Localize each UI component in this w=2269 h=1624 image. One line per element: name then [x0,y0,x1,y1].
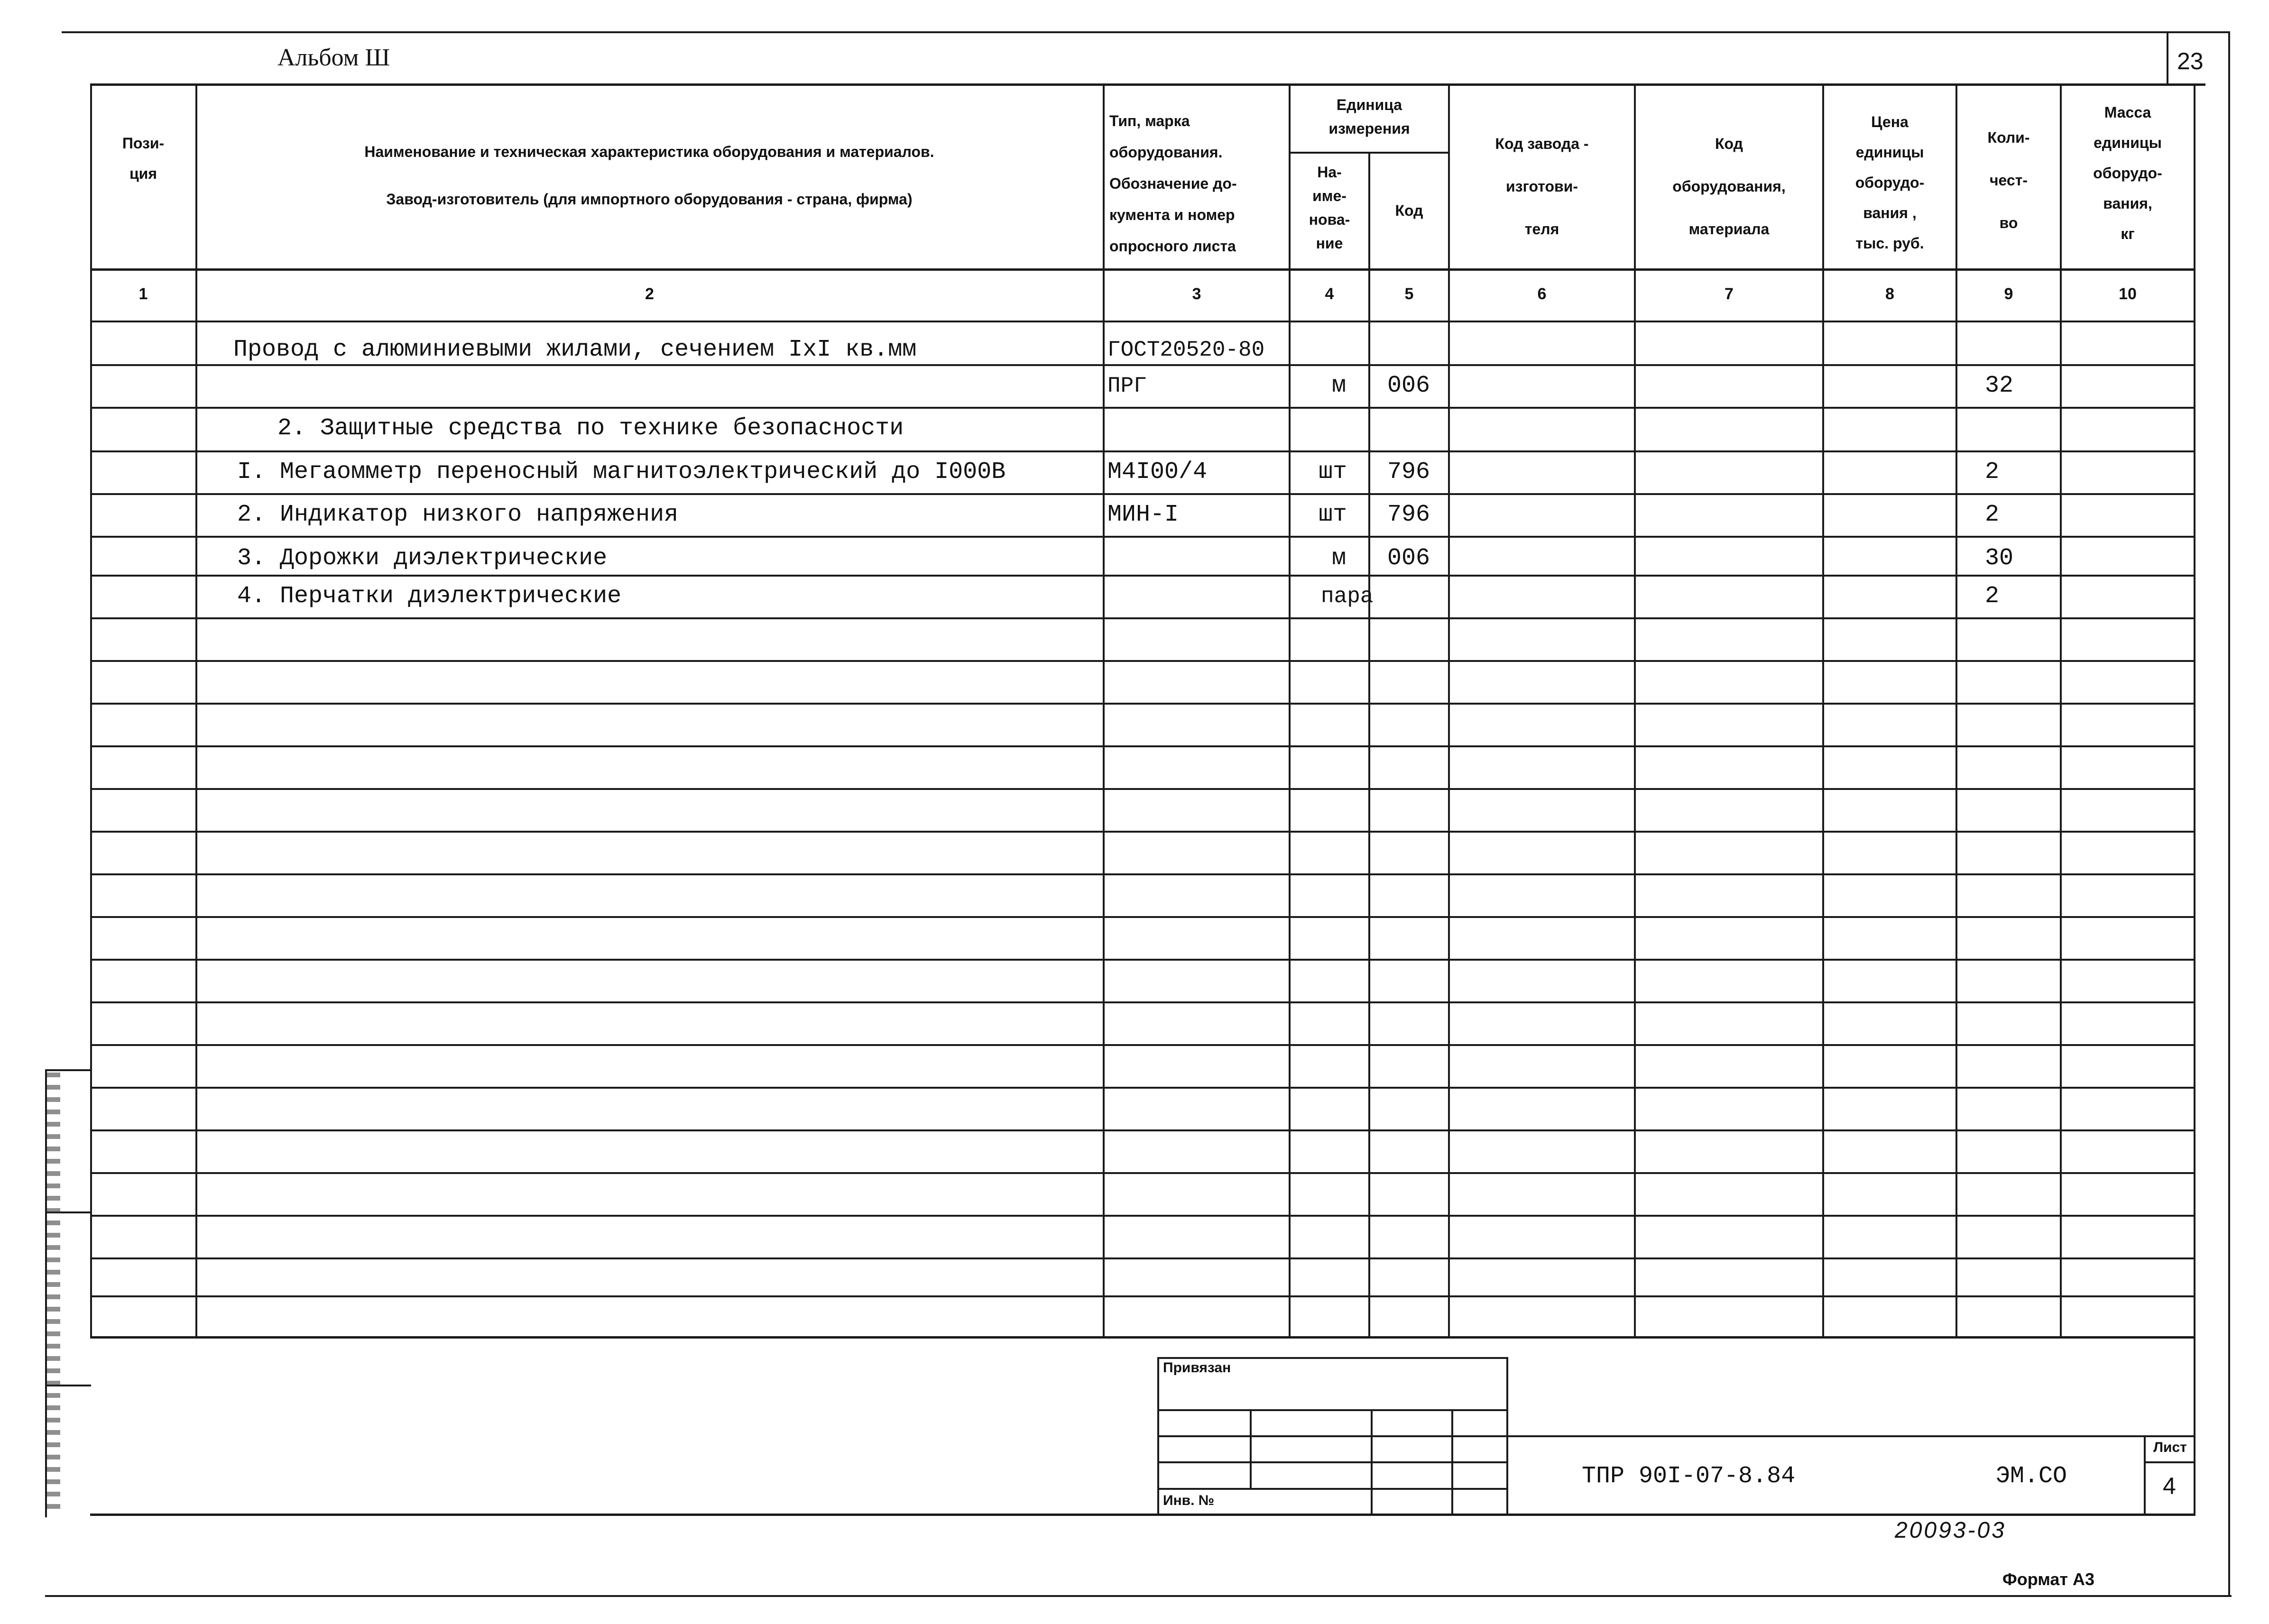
privyazan-grid-col [1371,1409,1373,1514]
col-line-2-3 [1103,83,1105,1338]
archive-number: 20093-03 [1895,1518,2006,1543]
col1-header: Пози- ция [122,135,165,182]
row-line [90,788,2195,790]
sheet-number: 4 [2163,1473,2176,1499]
col-line-1-2 [195,83,197,1338]
col-line-3-4 [1289,83,1291,1338]
row-name: 2. Индикатор низкого напряжения [237,501,679,528]
table-right-line [2194,83,2195,1514]
row-qty: 30 [1985,545,2014,572]
col-number: 8 [1885,285,1894,303]
row-code: 796 [1387,459,1430,486]
table-row [0,537,2269,580]
stamp-strip-fill [47,1073,60,1514]
title-block-bottom-line [90,1514,2195,1516]
col-number: 7 [1725,285,1734,303]
header-bottom-line [90,268,2195,271]
right-border-line [2228,31,2230,1596]
document-code: ТПР 90I-07-8.84 [1582,1463,1796,1490]
col9-header: Коли- чест- во [1987,129,2030,231]
col-line-8-9 [1955,83,1957,1338]
row-qty: 32 [1985,372,2014,399]
row-line [90,703,2195,705]
table-row [0,493,2269,537]
section-code: ЭМ.СО [1996,1463,2067,1490]
row-line [90,1295,2195,1297]
privyazan-label: Привязан [1163,1360,1231,1376]
row-type: ГОСТ20520-80 [1107,338,1265,362]
row-line [90,873,2195,875]
row-name: 2. Защитные средства по технике безопасности [277,415,904,442]
col10-header: Масса единицы оборудо- вания, кг [2093,104,2162,242]
col-number: 3 [1192,285,1201,303]
row-name: 3. Дорожки диэлектрические [237,545,608,572]
row-line [90,959,2195,961]
privyazan-grid-line [1157,1409,1508,1411]
row-name: 4. Перчатки диэлектрические [237,583,622,610]
col2-header: Наименование и техническая характеристика оборудования и материалов. Завод-изготовитель (для импортного оборудования - страна, фирма) [364,143,934,208]
inv-number-label: Инв. № [1163,1493,1215,1508]
table-body-bottom-line [90,1336,2195,1339]
col-number: 2 [645,285,654,303]
table-top-line [90,83,2205,86]
table-row [0,407,2269,450]
col-number: 4 [1325,285,1334,303]
top-border-line [62,31,2229,33]
col3-header: Тип, марка оборудования. Обозначение до- кумента и номер опросного листа [1109,112,1237,255]
row-line [90,1087,2195,1089]
row-line [90,831,2195,833]
row-code: 796 [1387,501,1430,528]
row-line [90,745,2195,747]
col7-header: Код оборудования, материала [1672,135,1786,238]
row-line [90,660,2195,662]
row-unit: шт [1319,459,1347,486]
col6-header: Код завода - изготови- теля [1495,135,1589,238]
row-line [90,1129,2195,1131]
table-row [0,575,2269,618]
page-number-box-left [2167,31,2168,84]
row-line [90,916,2195,918]
privyazan-grid-line [1157,1461,1508,1463]
row-unit: м [1332,372,1347,399]
bottom-border-line [45,1595,2232,1597]
row-code: 006 [1387,545,1430,572]
row-unit: м [1332,545,1347,572]
stamp-strip-line [45,1069,91,1071]
privyazan-box-top [1157,1357,1508,1359]
row-line [90,1001,2195,1003]
col4-header: На- име- нова- ние [1309,164,1350,252]
col-line-7-8 [1822,83,1824,1338]
row-name: I. Мегаомметр переносный магнитоэлектрический до I000В [237,459,1006,486]
table-left-line [90,83,92,1338]
unit-group-header: Единица измерения [1328,96,1410,137]
privyazan-grid-col [1250,1409,1252,1490]
row-qty: 2 [1985,459,2000,486]
sheet-separator-line [1506,1435,2194,1437]
unit-group-divider [1289,152,1450,154]
col-line-6-7 [1634,83,1636,1338]
col-number: 10 [2119,285,2137,303]
col5-header: Код [1395,202,1423,219]
privyazan-grid-col [1451,1409,1453,1514]
row-type: М4I00/4 [1107,459,1208,486]
row-type: МИН-I [1107,501,1179,528]
col-line-9-10 [2060,83,2062,1338]
page-number: 23 [2177,48,2204,74]
row-unit: пара [1321,584,1374,609]
row-code: 006 [1387,372,1430,399]
row-line [90,1172,2195,1174]
sheet-label: Лист [2153,1440,2187,1455]
row-name: Провод с алюминиевыми жилами, сечением IxI кв.мм [233,336,917,363]
col-line-5-6 [1448,83,1450,1338]
col-number: 1 [138,285,148,303]
col-number: 5 [1404,285,1414,303]
format-label: Формат А3 [2002,1569,2095,1589]
col-number: 6 [1537,285,1547,303]
table-row [0,450,2269,494]
row-line [90,1257,2195,1259]
sheet-box-left [2144,1435,2146,1514]
row-type: ПРГ [1107,374,1147,398]
row-qty: 2 [1985,501,2000,528]
col-number: 9 [2004,285,2013,303]
row-qty: 2 [1985,583,2000,610]
album-label: Альбом Ш [277,44,390,71]
sheet-box-divider [2144,1461,2194,1463]
row-unit: шт [1319,501,1347,528]
col8-header: Цена единицы оборудо- вания , тыс. руб. [1855,113,1925,252]
row-line [90,1044,2195,1046]
col-number-bottom-line [90,321,2195,322]
privyazan-grid-line [1157,1435,1508,1437]
privyazan-grid-line [1157,1488,1508,1490]
table-row [0,364,2269,408]
row-line [90,1215,2195,1217]
